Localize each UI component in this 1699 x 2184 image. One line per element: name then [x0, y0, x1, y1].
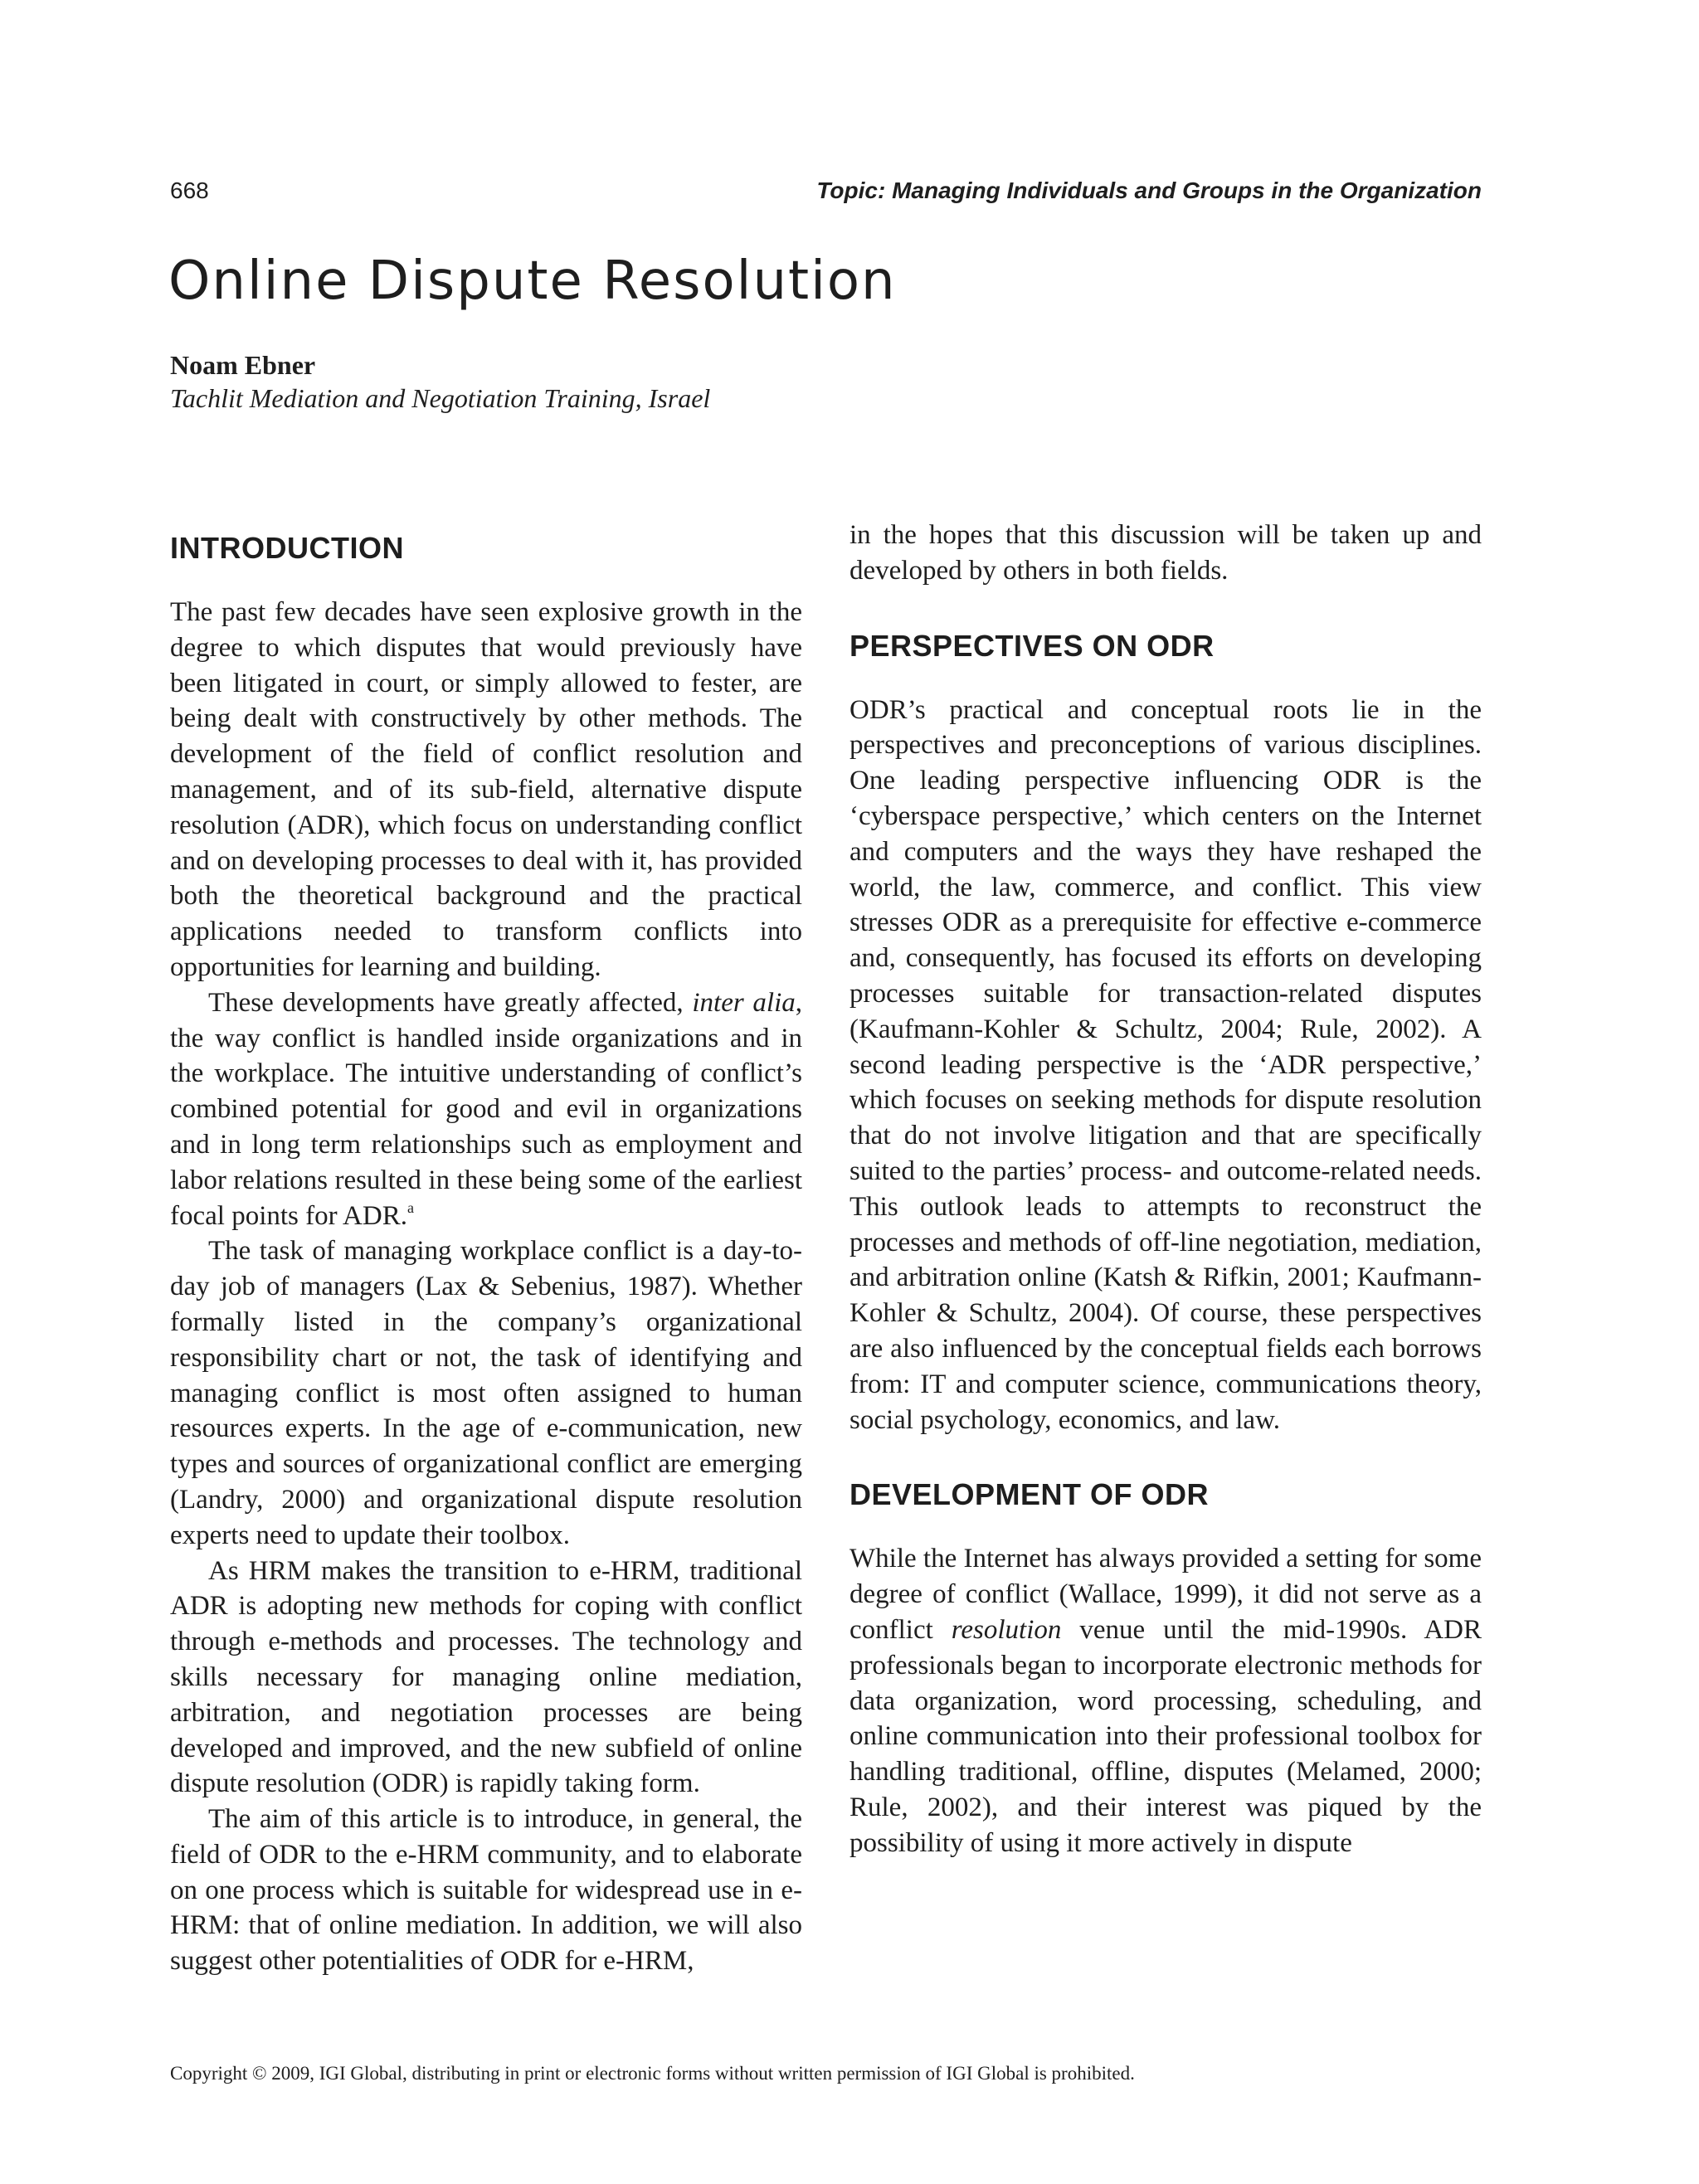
- development-heading: DEVELOPMENT OF ODR: [850, 1477, 1210, 1512]
- inter-alia-italic: inter alia: [692, 987, 796, 1018]
- left-column: [170, 521, 802, 1979]
- resolution-italic: resolution: [951, 1614, 1062, 1645]
- introduction-paragraph-4: As HRM makes the transition to e-HRM, traditional ADR is adopting new methods for coping with conflict through e-methods and processes. The technology and skills necessary for managing online mediation, arbitration, and negotiation processes are being developed and improved, and the new subfield of online dispute resolution (ODR) is rapidly taking form.: [170, 1555, 802, 1799]
- author-affiliation: Tachlit Mediation and Negotiation Training, Israel: [170, 383, 711, 413]
- introduction-paragraph-2: These developments have greatly affected, inter alia, the way conflict is handled inside organizations and in the workplace. The intuitive understanding of conflict’s combined potential for good and evil in organizations and in long term relationships such as employment and labor relations resulted in these being some of the earliest focal points for ADR.$^a$: [170, 987, 802, 1231]
- article-title: Online Dispute Resolution: [168, 251, 897, 312]
- page-number: 668: [170, 178, 209, 203]
- perspectives-heading: PERSPECTIVES ON ODR: [850, 628, 1215, 663]
- author-name: Noam Ebner: [170, 350, 316, 380]
- introduction-paragraph-1: The past few decades have seen explosive growth in the degree to which disputes that would previously have been litigated in court, or simply allowed to fester, are being dealt with constructively by other methods. The development of the field of conflict resolution and management, and of its sub-field, alternative dispute resolution (ADR), which focus on understanding conflict and on developing processes to deal with it, has provided both the theoretical background and the practical applications needed to transform conflicts into opportunities for learning and building.: [170, 597, 802, 982]
- introduction-heading: INTRODUCTION: [170, 531, 404, 565]
- right-column: [850, 521, 1482, 1861]
- running-head: [170, 178, 1482, 207]
- development-paragraph-1: While the Internet has always provided a setting for some degree of conflict (Wallace, 1999), it did not serve as a conflict resolution venue until the mid-1990s. ADR professionals began to incorporate electronic methods for data organization, word processing, scheduling, and online communication into their professional toolbox for handling traditional, offline, disputes (Melamed, 2000; Rule, 2002), and their interest was piqued by the possibility of using it more actively in dispute: [850, 1544, 1482, 1858]
- introduction-paragraph-3: The task of managing workplace conflict is a day-to-day job of managers (Lax & Sebenius, 1987). Whether formally listed in the company’s organizational responsibility chart or not, the task of identifying and managing conflict is most often assigned to human resources experts. In the age of e-communication, new types and sources of organizational conflict are emerging (Landry, 2000) and organizational dispute resolution experts need to update their toolbox.: [170, 1236, 802, 1550]
- running-topic: Topic: Managing Individuals and Groups in the Organization: [816, 178, 1482, 203]
- perspectives-paragraph-1: ODR’s practical and conceptual roots lie in the perspectives and preconceptions of various disciplines. One leading perspective influencing ODR is the ‘cyberspace perspective,’ which centers on the Internet and computers and the ways they have reshaped the world, the law, commerce, and conflict. This view stresses ODR as a prerequisite for effective e-commerce and, consequently, has focused its efforts on developing processes suitable for transaction-related disputes (Kaufmann-Kohler & Schultz, 2004; Rule, 2002). A second leading perspective is the ‘ADR perspective,’ which focuses on seeking methods for dispute resolution that do not involve litigation and that are specifically suited to the parties’ process- and outcome-related needs. This outlook leads to attempts to reconstruct the processes and methods of off-line negotiation, mediation, and arbitration online (Katsh & Rifkin, 2001; Kaufmann-Kohler & Schultz, 2004). Of course, these perspectives are also influenced by the conceptual fields each borrows from: IT and computer science, communications theory, social psychology, economics, and law.: [850, 694, 1482, 1435]
- footnote-marker: a: [406, 1199, 414, 1216]
- introduction-paragraph-5: The aim of this article is to introduce, in general, the field of ODR to the e-HRM community, and to elaborate on one process which is suitable for widespread use in e-HRM: that of online mediation. In addition, we will also suggest other potentialities of ODR for e-HRM,: [170, 1804, 802, 1977]
- copyright-notice: Copyright © 2009, IGI Global, distributing in print or electronic forms without written permission of IGI Global is prohibited.: [170, 2063, 1135, 2084]
- introduction-paragraph-5-continued: in the hopes that this discussion will be taken up and developed by others in both fields.: [850, 520, 1482, 586]
